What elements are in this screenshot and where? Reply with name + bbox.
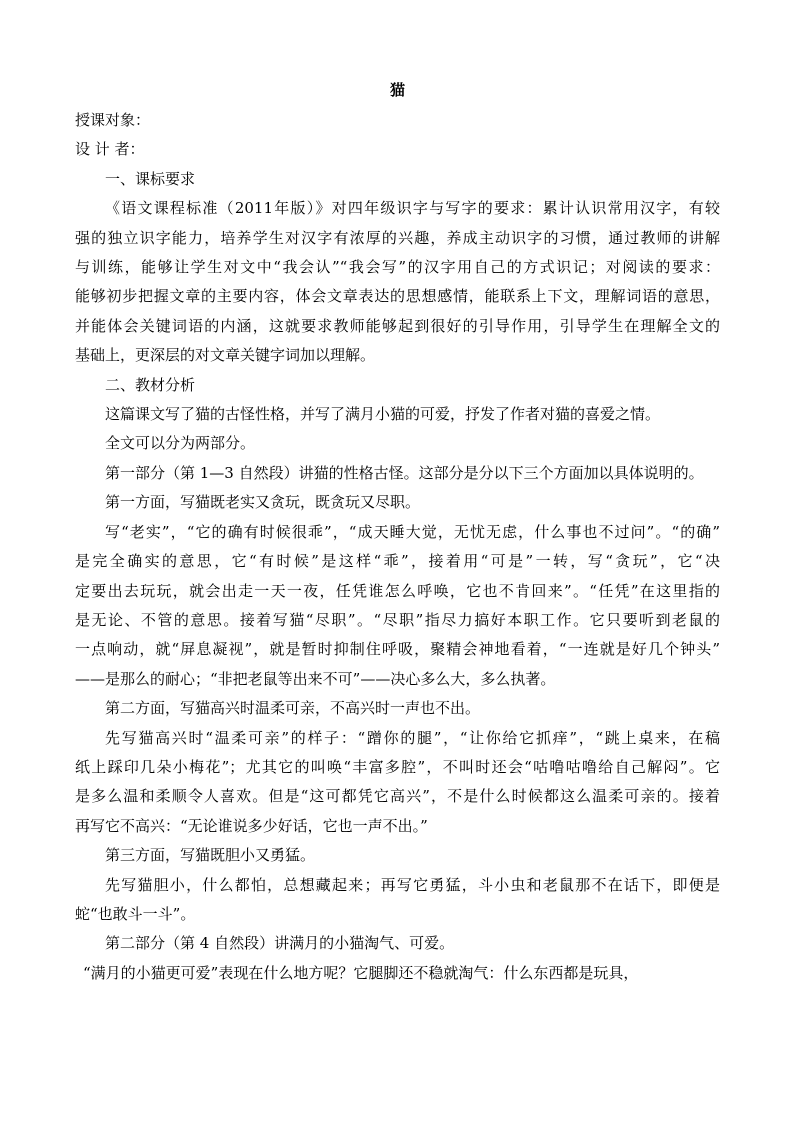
section-heading-curriculum: 一、课标要求 [105,169,196,188]
paragraph-line: 是完全确实的意思，它“有时候”是这样“乖”，接着用“可是”一转，写“贪玩”，它“决 [75,552,720,571]
paragraph-line: ——是那么的耐心；“非把老鼠等出来不可”——决心多么大，多么执著。 [75,669,556,688]
paragraph-line: 全文可以分为两部分。 [105,434,256,453]
paragraph-line: 《语文课程标准（2011年版）》对四年级识字与写字的要求：累计认识常用汉字，有较 [105,199,720,218]
meta-designer: 设 计 者： [75,140,145,159]
paragraph-line: 第一方面，写猫既老实又贪玩，既贪玩又尽职。 [105,493,421,512]
paragraph-line: 第二方面，写猫高兴时温柔可亲，不高兴时一声也不出。 [105,699,481,718]
document-title: 猫 [389,81,405,99]
paragraph-line: 这篇课文写了猫的古怪性格，并写了满月小猫的可爱，抒发了作者对猫的喜爱之情。 [105,405,661,424]
paragraph-line: 定要出去玩玩，就会出走一天一夜，任凭谁怎么呼唤，它也不肯回来”。“任凭”在这里指的 [75,581,720,600]
meta-audience: 授课对象： [75,111,151,129]
paragraph-line: 与训练，能够让学生对文中“我会认”“我会写”的汉字用自己的方式识记；对阅读的要求： [75,258,720,277]
paragraph-line: 基础上，更深层的对文章关键字词加以理解。 [75,346,376,365]
paragraph-line: 第二部分（第 4 自然段）讲满月的小猫淘气、可爱。 [105,934,455,953]
paragraph-line: 再写它不高兴：“无论谁说多少好话，它也一声不出。” [75,816,428,835]
paragraph-line: 并能体会关键词语的内涵，这就要求教师能够起到很好的引导作用，引导学生在理解全文的 [75,316,720,335]
paragraph-line: 第三方面，写猫既胆小又勇猛。 [105,846,316,865]
document-page [75,74,720,988]
paragraph-line: 蛇“也敢斗一斗”。 [75,904,196,923]
paragraph-line: 先写猫高兴时“温柔可亲”的样子：“蹭你的腿”，“让你给它抓痒”，“跳上桌来，在稿 [105,728,720,747]
paragraph-line: 是无论、不管的意思。接着写猫“尽职”。“尽职”指尽力搞好本职工作。它只要听到老鼠的 [75,610,720,629]
paragraph-line: 是多么温和柔顺令人喜欢。但是“这可都凭它高兴”，不是什么时候都这么温柔可亲的。接着 [75,787,720,806]
paragraph-line: 一点响动，就“屏息凝视”，就是暂时抑制住呼吸，聚精会神地看着，“一连就是好几个钟头” [75,640,720,659]
paragraph-line: 能够初步把握文章的主要内容，体会文章表达的思想感情，能联系上下文，理解词语的意思， [75,287,720,306]
section-heading-textbook: 二、教材分析 [105,375,196,394]
paragraph-line: 先写猫胆小，什么都怕，总想藏起来；再写它勇猛，斗小虫和老鼠那不在话下，即便是 [105,875,720,894]
paragraph-line: “满月的小猫更可爱”表现在什么地方呢？它腿脚还不稳就淘气：什么东西都是玩具， [83,963,639,982]
paragraph-line: 第一部分（第 1—3 自然段）讲猫的性格古怪。这部分是分以下三个方面加以具体说明的。 [105,463,704,482]
paragraph-line: 纸上踩印几朵小梅花”；尤其它的叫唤“丰富多腔”，不叫时还会“咕噜咕噜给自己解闷”。它 [75,757,720,776]
paragraph-line: 写“老实”，“它的确有时候很乖”，“成天睡大觉，无忧无虑，什么事也不过问”。“的确” [105,522,720,541]
paragraph-line: 强的独立识字能力，培养学生对汉字有浓厚的兴趣，养成主动识字的习惯，通过教师的讲解 [75,228,720,247]
